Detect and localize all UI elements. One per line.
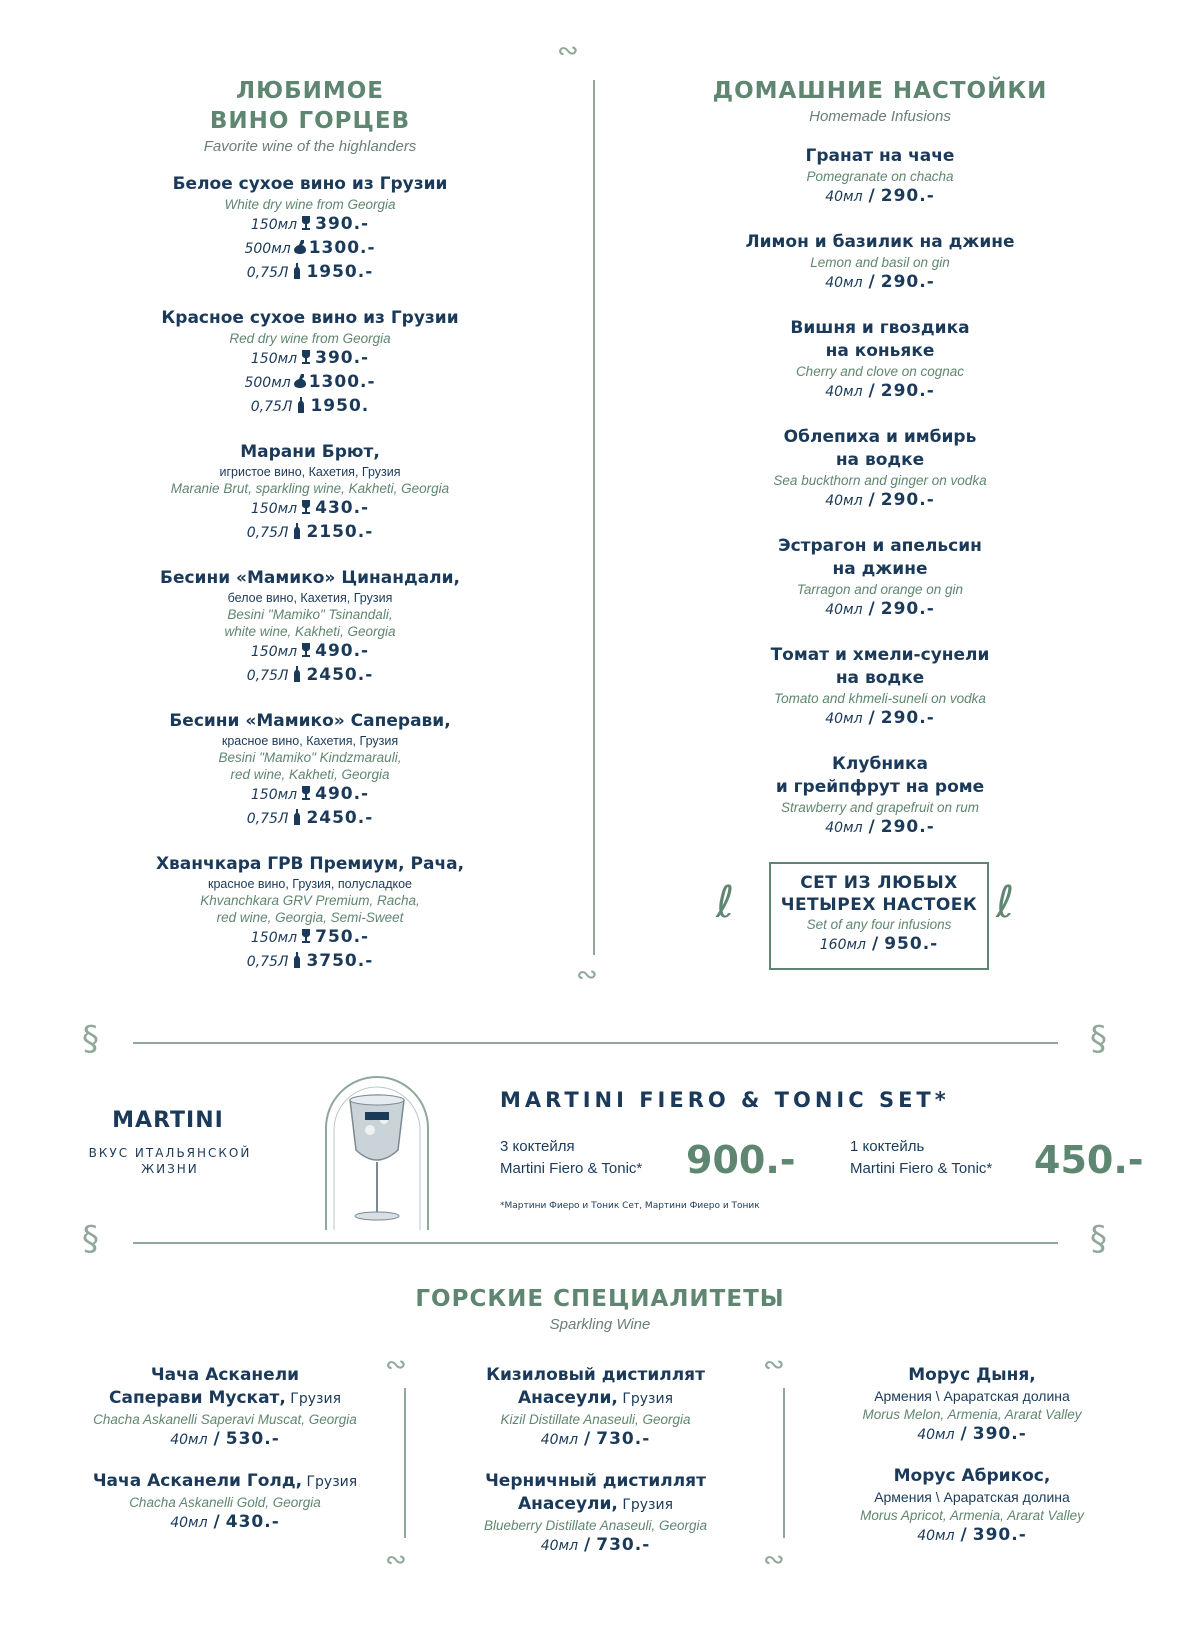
specialty-item xyxy=(822,1364,1122,1447)
price: 730.- xyxy=(596,1535,651,1555)
volume: 40мл xyxy=(825,493,863,509)
item-desc: игристое вино, Кахетия, Грузия xyxy=(219,465,401,479)
price: 290.- xyxy=(880,599,935,619)
price: 430.- xyxy=(225,1512,280,1532)
infusion-set-box xyxy=(769,862,989,970)
volume: 40мл xyxy=(825,602,863,618)
specialty-item xyxy=(443,1470,748,1558)
volume: 0,75Л xyxy=(246,811,289,827)
wine-subtitle: Favorite wine of the highlanders xyxy=(203,138,417,155)
price-row: 40мл / 290.- xyxy=(825,599,935,619)
item-name-en: Cherry and clove on cognac xyxy=(795,364,965,379)
set-title-line2: ЧЕТЫРЕХ НАСТОЕК xyxy=(780,895,978,915)
price-row xyxy=(110,640,510,664)
item-country: Грузия xyxy=(617,1497,673,1513)
price-row: 40мл / 290.- xyxy=(825,490,935,510)
price-row xyxy=(110,371,510,395)
price: 950.- xyxy=(884,934,939,954)
price-row: 40мл / 290.- xyxy=(825,381,935,401)
bottle-icon xyxy=(290,666,304,682)
carafe-icon xyxy=(293,373,307,389)
specialty-item xyxy=(75,1364,375,1452)
martini-set-heading: MARTINI FIERO & TONIC SET* xyxy=(500,1088,950,1112)
item-name-en: Strawberry and grapefruit on rum xyxy=(780,800,980,815)
item-name: Эстрагон и апельсин xyxy=(778,536,982,556)
wine-item xyxy=(110,173,510,285)
volume: 500мл xyxy=(244,241,291,257)
swirl-ornament-icon: ∾ xyxy=(385,1545,407,1575)
infusion-item xyxy=(680,145,1080,209)
volume: 0,75Л xyxy=(250,399,293,415)
item-country: Грузия xyxy=(302,1474,358,1490)
spec-divider-2 xyxy=(783,1388,785,1538)
item-name: на водке xyxy=(835,450,925,470)
item-name: Белое сухое вино из Грузии xyxy=(172,174,448,194)
martini-tagline-2: ЖИЗНИ xyxy=(141,1162,199,1176)
volume: 0,75Л xyxy=(246,525,289,541)
item-name: Морус Дыня, xyxy=(908,1365,1036,1385)
price: 1950.- xyxy=(306,262,374,282)
item-name: Марани Брют, xyxy=(240,442,380,462)
item-desc: Армения \ Араратская долина xyxy=(874,1489,1070,1505)
price-row xyxy=(110,261,510,285)
item-name: Томат и хмели-сунели xyxy=(770,645,990,665)
price: 290.- xyxy=(880,708,935,728)
item-name: Хванчкара ГРВ Премиум, Рача, xyxy=(155,854,465,874)
wine-item xyxy=(110,853,510,974)
swirl-ornament-icon: § xyxy=(1090,1219,1107,1259)
specialties-subtitle: Sparkling Wine xyxy=(549,1316,651,1333)
item-name: Лимон и базилик на джине xyxy=(745,232,1015,252)
martini-bottom-line xyxy=(133,1242,1058,1244)
price-row xyxy=(110,347,510,371)
item-desc: белое вино, Кахетия, Грузия xyxy=(227,591,393,605)
wine-item xyxy=(110,567,510,688)
volume: 150мл xyxy=(250,351,298,367)
wine-title-line1: ЛЮБИМОЕ xyxy=(235,78,385,104)
price-row xyxy=(110,395,510,419)
price: 290.- xyxy=(880,817,935,837)
wine-glass-icon xyxy=(299,215,313,231)
offer1-line1: 3 коктейля xyxy=(500,1138,575,1155)
item-name-en: Tomato and khmeli-suneli on vodka xyxy=(774,691,986,706)
infusion-item xyxy=(680,231,1080,295)
price-row xyxy=(110,926,510,950)
carafe-icon xyxy=(293,239,307,255)
volume: 40мл xyxy=(540,1432,579,1448)
price-row xyxy=(110,950,510,974)
item-name: Кизиловый дистиллят xyxy=(486,1365,705,1385)
martini-footnote: *Мартини Фиеро и Тоник Сет, Мартини Фиеро и Тоник xyxy=(500,1201,760,1211)
price-row: 40мл / 290.- xyxy=(825,817,935,837)
martini-brand: MARTINI xyxy=(112,1108,224,1133)
price-row: 40мл / 390.- xyxy=(917,1424,1027,1444)
set-name-en: Set of any four infusions xyxy=(806,917,952,932)
item-name-en: red wine, Kakheti, Georgia xyxy=(230,767,390,782)
item-desc: красное вино, Кахетия, Грузия xyxy=(221,734,399,748)
item-name-en: red wine, Georgia, Semi-Sweet xyxy=(216,910,404,925)
martini-glass-illustration xyxy=(320,1070,434,1230)
item-name: на водке xyxy=(835,668,925,688)
volume: 40мл xyxy=(825,384,863,400)
martini-top-line xyxy=(133,1042,1058,1044)
specialties-col-2 xyxy=(443,1364,748,1558)
item-name-en: Morus Apricot, Armenia, Ararat Valley xyxy=(860,1508,1084,1523)
swirl-ornament-icon: ∾ xyxy=(385,1350,407,1380)
item-name: Саперави Мускат, xyxy=(109,1388,286,1408)
item-name: Гранат на чаче xyxy=(805,146,955,166)
infusion-item xyxy=(680,426,1080,513)
item-name-en: Chacha Askanelli Gold, Georgia xyxy=(129,1495,321,1510)
swirl-ornament-icon: § xyxy=(1090,1019,1107,1059)
price: 530.- xyxy=(225,1429,280,1449)
specialties-col-1 xyxy=(75,1364,375,1535)
price: 1300.- xyxy=(308,238,376,258)
item-name: Клубника xyxy=(832,754,928,774)
price-row xyxy=(110,807,510,831)
top-swirl-ornament-icon: ∾ xyxy=(557,36,579,66)
infusion-item xyxy=(680,753,1080,840)
item-name: на коньяке xyxy=(825,341,935,361)
price-row xyxy=(110,237,510,261)
price: 390.- xyxy=(315,348,370,368)
item-name: на джине xyxy=(832,559,928,579)
item-name: Вишня и гвоздика xyxy=(790,318,970,338)
infusions-title: ДОМАШНИЕ НАСТОЙКИ xyxy=(712,78,1048,104)
offer2-line1: 1 коктейль xyxy=(850,1138,925,1155)
item-name: и грейпфрут на роме xyxy=(775,777,985,797)
item-name-en: Khvanchkara GRV Premium, Racha, xyxy=(200,893,420,908)
offer2-line2: Martini Fiero & Tonic* xyxy=(850,1160,993,1177)
offer1-line2: Martini Fiero & Tonic* xyxy=(500,1160,643,1177)
item-name-en: Blueberry Distillate Anaseuli, Georgia xyxy=(483,1518,708,1533)
wine-item xyxy=(110,710,510,831)
price: 2150.- xyxy=(306,522,374,542)
volume: 150мл xyxy=(250,501,298,517)
bottle-icon xyxy=(294,397,308,413)
martini-tagline-1: ВКУС ИТАЛЬЯНСКОЙ xyxy=(88,1146,252,1160)
item-name: Облепиха и имбирь xyxy=(783,427,977,447)
swirl-ornament-icon: ∾ xyxy=(763,1545,785,1575)
volume: 40мл xyxy=(170,1432,208,1448)
specialty-item xyxy=(822,1465,1122,1548)
wine-section xyxy=(110,76,510,974)
item-name: Морус Абрикос, xyxy=(893,1466,1051,1486)
specialties-header xyxy=(300,1284,900,1333)
item-name-en: Tarragon and orange on gin xyxy=(796,582,964,597)
price: 1950. xyxy=(310,396,370,416)
price-row: 40мл / 290.- xyxy=(825,186,935,206)
price: 490.- xyxy=(315,784,370,804)
volume: 40мл xyxy=(917,1528,955,1544)
volume: 40мл xyxy=(825,275,863,291)
price: 2450.- xyxy=(306,665,374,685)
center-divider xyxy=(593,80,595,955)
swirl-ornament-icon: ∾ xyxy=(763,1350,785,1380)
right-curl-ornament-icon: ℓ xyxy=(996,877,1015,928)
item-name-en: Lemon and basil on gin xyxy=(810,255,950,270)
volume: 0,75Л xyxy=(246,265,289,281)
wine-item xyxy=(110,307,510,419)
price-row: 40мл / 730.- xyxy=(540,1535,651,1555)
price: 390.- xyxy=(972,1525,1027,1545)
swirl-ornament-icon: § xyxy=(82,1019,99,1059)
wine-glass-icon xyxy=(299,785,313,801)
volume: 40мл xyxy=(825,820,863,836)
bottle-icon xyxy=(290,523,304,539)
wine-item xyxy=(110,441,510,545)
infusion-item xyxy=(680,317,1080,404)
infusions-section xyxy=(680,76,1080,840)
item-desc: Армения \ Араратская долина xyxy=(874,1388,1070,1404)
item-name: Черничный дистиллят xyxy=(485,1471,706,1491)
item-name-en: Chacha Askanelli Saperavi Muscat, Georgia xyxy=(93,1412,357,1427)
wine-title-line2: ВИНО ГОРЦЕВ xyxy=(209,108,411,134)
price: 390.- xyxy=(972,1424,1027,1444)
price-row xyxy=(110,213,510,237)
wine-glass-icon xyxy=(299,642,313,658)
item-name: Чача Асканели xyxy=(150,1365,300,1385)
infusion-item xyxy=(680,535,1080,622)
price-row: 40мл / 390.- xyxy=(917,1525,1027,1545)
volume: 150мл xyxy=(250,787,298,803)
volume: 40мл xyxy=(917,1427,955,1443)
spec-divider-1 xyxy=(404,1388,406,1538)
price: 2450.- xyxy=(306,808,374,828)
specialty-item xyxy=(75,1470,375,1535)
price-row xyxy=(110,783,510,807)
price: 290.- xyxy=(880,381,935,401)
volume: 40мл xyxy=(170,1515,208,1531)
specialties-title: ГОРСКИЕ СПЕЦИАЛИТЕТЫ xyxy=(415,1286,785,1312)
infusion-item xyxy=(680,644,1080,731)
specialties-col-3 xyxy=(822,1364,1122,1548)
price: 290.- xyxy=(880,186,935,206)
item-name: Анасеули, xyxy=(517,1388,618,1408)
wine-glass-icon xyxy=(299,499,313,515)
infusions-subtitle: Homemade Infusions xyxy=(809,108,951,125)
volume: 40мл xyxy=(825,711,863,727)
item-name: Бесини «Мамико» Цинандали, xyxy=(159,568,460,588)
item-name-en: White dry wine from Georgia xyxy=(224,197,396,212)
price: 490.- xyxy=(315,641,370,661)
set-title-line1: СЕТ ИЗ ЛЮБЫХ xyxy=(800,873,958,893)
item-name-en: white wine, Kakheti, Georgia xyxy=(224,624,396,639)
volume: 0,75Л xyxy=(246,668,289,684)
volume: 40мл xyxy=(540,1538,579,1554)
price-row xyxy=(110,521,510,545)
bottle-icon xyxy=(290,809,304,825)
price-row: 160мл / 950.- xyxy=(819,934,939,954)
price: 3750.- xyxy=(306,951,374,971)
item-country: Грузия xyxy=(617,1391,673,1407)
item-name: Красное сухое вино из Грузии xyxy=(161,308,459,328)
volume: 40мл xyxy=(825,189,863,205)
item-name-en: Sea buckthorn and ginger on vodka xyxy=(773,473,987,488)
price: 1300.- xyxy=(308,372,376,392)
price-row: 40мл / 530.- xyxy=(170,1429,280,1449)
item-name-en: Pomegranate on chacha xyxy=(806,169,954,184)
price-row xyxy=(110,497,510,521)
item-name: Анасеули, xyxy=(517,1494,618,1514)
volume: 0,75Л xyxy=(246,954,289,970)
price: 430.- xyxy=(315,498,370,518)
left-curl-ornament-icon: ℓ xyxy=(716,877,735,928)
item-name: Бесини «Мамико» Саперави, xyxy=(169,711,451,731)
price: 390.- xyxy=(315,214,370,234)
price-row: 40мл / 290.- xyxy=(825,708,935,728)
volume: 150мл xyxy=(250,644,298,660)
volume: 150мл xyxy=(250,930,298,946)
swirl-ornament-icon: § xyxy=(82,1219,99,1259)
item-name: Чача Асканели Голд, xyxy=(92,1471,303,1491)
volume: 150мл xyxy=(250,217,298,233)
item-country: Грузия xyxy=(285,1391,341,1407)
bottle-icon xyxy=(290,952,304,968)
offer2-price: 450.- xyxy=(1034,1138,1144,1182)
item-name-en: Kizil Distillate Anaseuli, Georgia xyxy=(500,1412,691,1427)
bottle-icon xyxy=(290,263,304,279)
item-desc: красное вино, Грузия, полусладкое xyxy=(207,877,413,891)
price-row xyxy=(110,664,510,688)
price: 750.- xyxy=(315,927,370,947)
volume: 500мл xyxy=(244,375,291,391)
specialty-item xyxy=(443,1364,748,1452)
price-row: 40мл / 290.- xyxy=(825,272,935,292)
price-row: 40мл / 730.- xyxy=(540,1429,651,1449)
bottom-swirl-ornament-icon: ∾ xyxy=(576,960,598,990)
wine-glass-icon xyxy=(299,928,313,944)
price: 290.- xyxy=(880,490,935,510)
item-name-en: Morus Melon, Armenia, Ararat Valley xyxy=(862,1407,1082,1422)
price: 730.- xyxy=(596,1429,651,1449)
item-name-en: Besini "Mamiko" Kindzmarauli, xyxy=(218,750,402,765)
volume: 160мл xyxy=(819,937,866,953)
item-name-en: Red dry wine from Georgia xyxy=(229,331,391,346)
price: 290.- xyxy=(880,272,935,292)
item-name-en: Maranie Brut, sparkling wine, Kakheti, Georgia xyxy=(170,481,450,496)
wine-glass-icon xyxy=(299,349,313,365)
offer1-price: 900.- xyxy=(686,1138,796,1182)
price-row: 40мл / 430.- xyxy=(170,1512,280,1532)
item-name-en: Besini "Mamiko" Tsinandali, xyxy=(227,607,393,622)
